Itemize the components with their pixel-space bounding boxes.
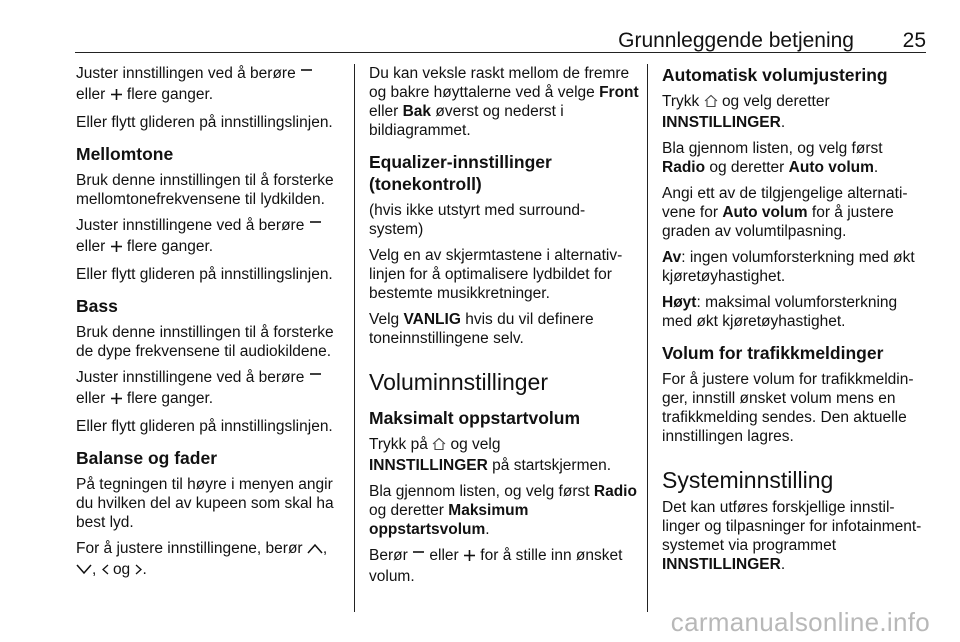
paragraph: Eller flytt glideren på innstillingslinjen.: [76, 418, 333, 435]
paragraph: Bruk denne innstillingen til å forsterke mellomtonefrekvensene til lydkilden.: [76, 172, 334, 208]
column-divider-2: [647, 64, 648, 612]
chevron-up-icon: [307, 541, 323, 560]
paragraph: For å justere innstillingene, berør , , og .: [76, 539, 348, 581]
home-icon: [704, 94, 718, 113]
column-1: [76, 64, 348, 588]
heading-maksimalt: Maksimalt oppstartvolum: [369, 408, 581, 428]
plus-icon: [110, 239, 123, 258]
minus-icon: [300, 66, 313, 85]
heading-systeminnstilling: Systeminnstilling: [662, 467, 834, 493]
paragraph: Bruk denne innstillingen til å forsterke de dype frekvensene til audiokildene.: [76, 324, 334, 360]
chevron-left-icon: [101, 562, 109, 581]
paragraph: (hvis ikke utstyrt med surround-system): [369, 202, 586, 238]
paragraph: Trykk på og velg INNSTILLINGER på startskjermen.: [369, 436, 612, 474]
minus-icon: [309, 370, 322, 389]
header-title: Grunnleggende betjening: [618, 29, 854, 52]
minus-icon: [309, 218, 322, 237]
paragraph: Juster innstillingene ved å berøre eller flere ganger.: [76, 368, 348, 410]
chevron-right-icon: [135, 562, 143, 581]
heading-automatisk: Automatisk volumjustering: [662, 65, 888, 85]
paragraph: Angi ett av de tilgjengelige alternati-vene for Auto volum for å justere graden av volumtilpasning.: [662, 185, 908, 240]
watermark: carmanualsonline.info: [670, 607, 930, 637]
paragraph: Berør eller for å stille inn ønsket volum.: [369, 547, 623, 585]
paragraph: Trykk og velg deretter INNSTILLINGER.: [662, 93, 830, 131]
column-2: [369, 64, 639, 593]
paragraph: På tegningen til høyre i menyen angir du hvilken del av kupeen som skal ha best lyd.: [76, 476, 334, 531]
plus-icon: [110, 87, 123, 106]
paragraph: Velg VANLIG hvis du vil definere toneinnstillingene selv.: [369, 311, 594, 347]
paragraph: Høyt: maksimal volumforsterkning med økt kjøretøyhastighet.: [662, 294, 898, 330]
paragraph: Det kan utføres forskjellige innstil-linger og tilpasninger for infotainment-systemet via programmet INNSTILLINGER.: [662, 499, 922, 573]
page-header: [75, 22, 926, 52]
page-number: 25: [902, 29, 926, 52]
heading-bass: Bass: [76, 296, 118, 316]
paragraph: Eller flytt glideren på innstillingslinjen.: [76, 114, 333, 131]
paragraph: Juster innstillingene ved å berøre eller flere ganger.: [76, 216, 348, 258]
column-3: [662, 64, 928, 581]
heading-voluminnstillinger: Voluminnstillinger: [369, 369, 548, 395]
paragraph: Av: ingen volumforsterkning med økt kjøretøyhastighet.: [662, 249, 915, 285]
header-rule: [75, 52, 926, 53]
heading-equalizer: Equalizer-innstillinger (tonekontroll): [369, 152, 552, 194]
paragraph: Du kan veksle raskt mellom de fremre og bakre høyttalerne ved å velge Front eller Bak øverst og nederst i bildiagrammet.: [369, 65, 639, 139]
plus-icon: [110, 391, 123, 410]
paragraph: Bla gjennom listen, og velg først Radio og deretter Auto volum.: [662, 140, 883, 176]
heading-balanse: Balanse og fader: [76, 448, 218, 468]
paragraph: Eller flytt glideren på innstillingslinjen.: [76, 266, 333, 283]
home-icon: [432, 437, 446, 456]
chevron-down-icon: [76, 562, 92, 581]
heading-trafikk: Volum for trafikkmeldinger: [662, 343, 884, 363]
plus-icon: [463, 548, 476, 567]
column-divider-1: [354, 64, 355, 612]
paragraph: For å justere volum for trafikkmeldin-ger, innstill ønsket volum mens en trafikkmelding sendes. Den aktuelle innstillingen lagres.: [662, 371, 914, 445]
minus-icon: [412, 548, 425, 567]
heading-mellomtone: Mellomtone: [76, 144, 174, 164]
paragraph: Bla gjennom listen, og velg først Radio og deretter Maksimum oppstartsvolum.: [369, 483, 637, 538]
paragraph: Velg en av skjermtastene i alternativ-linjen for å optimalisere lydbildet for bestemte musikkretninger.: [369, 247, 623, 302]
paragraph: Juster innstillingen ved å berøre eller flere ganger.: [76, 64, 348, 106]
